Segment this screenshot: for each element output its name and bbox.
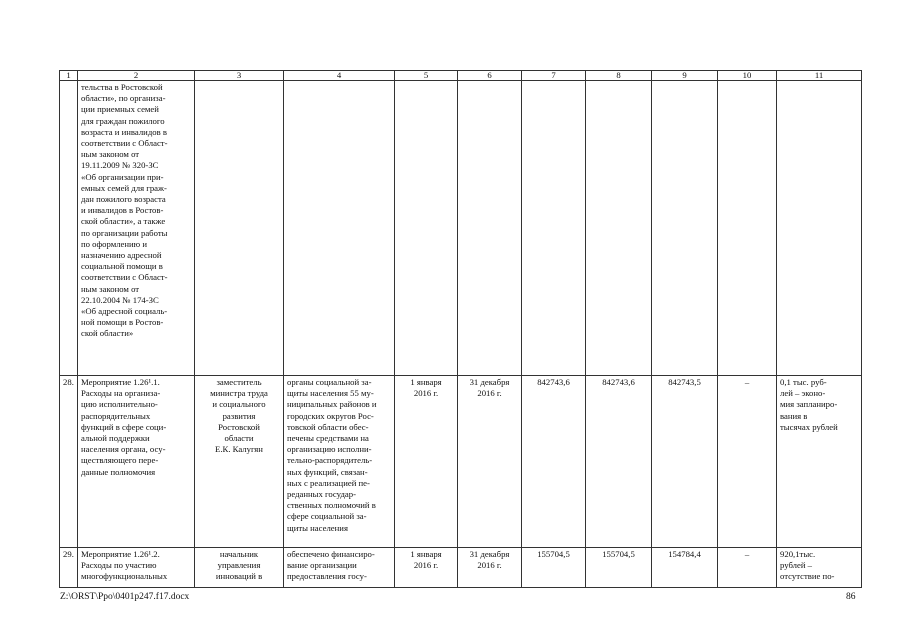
end-date-cell: 31 декабря 2016 г. [458,548,522,588]
end-date-cell [458,81,522,376]
expected-result-cell: органы социальной за- щиты населения 55 му- ниципальных районов и городских округов Рос- товской области обес- печены средствами на организацию исполни- тельно-распорядитель- ных функций, связан- ных с реализацией пе- реданных государ- ственных полномочий в сфере социальной за- щиты населения [284,376,395,548]
contracted-value-cell: – [718,548,777,588]
page-number: 86 [846,592,856,602]
column-number: 6 [458,71,522,81]
note-cell [777,81,862,376]
column-number: 7 [522,71,586,81]
table-row-28 [60,376,862,548]
start-date-cell [395,81,458,376]
planned-value-cell: 842743,6 [522,376,586,548]
column-number: 4 [284,71,395,81]
responsible-cell: заместитель министра труда и социального развития Ростовской области Е.К. Калугян [195,376,284,548]
measure-description-cell: тельства в Ростовской области», по организа- ции приемных семей для граждан пожилого возраста и инвалидов в соответствии с Област- ным законом от 19.11.2009 № 320-ЗС «Об организации при- емных семей для граж- дан пожилого возраста и инвалидов в Ростов- ской области», а также по организации работы по оформлению и назначению адресной социальной помощи в соответствии с Област- ным законом от 22.10.2004 № 174-ЗС «Об адресной социаль- ной помощи в Ростов- ской области» [78,81,195,376]
value-cell [586,81,652,376]
start-date-cell: 1 января 2016 г. [395,376,458,548]
value-cell [522,81,586,376]
responsible-cell [195,81,284,376]
note-cell: 0,1 тыс. руб- лей – эконо- мия запланиро- вания в тысячах рублей [777,376,862,548]
expected-result-cell [284,81,395,376]
column-number: 2 [78,71,195,81]
column-number: 10 [718,71,777,81]
report-table [59,70,862,588]
row-number-cell: 28. [60,376,78,548]
planned-value-cell: 155704,5 [522,548,586,588]
column-number: 3 [195,71,284,81]
allocated-value-cell: 155704,5 [586,548,652,588]
column-number-row [60,71,862,81]
column-number: 8 [586,71,652,81]
measure-description-cell: Мероприятие 1.26¹.2. Расходы по участию многофункциональных [78,548,195,588]
contracted-value-cell: – [718,376,777,548]
footer-file-path: Z:\ORST\Ppo\0401p247.f17.docx [60,592,190,602]
row-number-cell: 29. [60,548,78,588]
column-number: 5 [395,71,458,81]
start-date-cell: 1 января 2016 г. [395,548,458,588]
column-number: 11 [777,71,862,81]
row-number-cell [60,81,78,376]
measure-description-cell: Мероприятие 1.26¹.1. Расходы на организа- цию исполнительно- распорядительных функций в сфере соци- альной поддержки населения органа, осу- ществляющего пере- данные полномочия [78,376,195,548]
table-row-29 [60,548,862,588]
expected-result-cell: обеспечено финансиро- вание организации предоставления госу- [284,548,395,588]
table-row-continuation [60,81,862,376]
value-cell [652,81,718,376]
column-number: 1 [60,71,78,81]
value-cell [718,81,777,376]
actual-value-cell: 154784,4 [652,548,718,588]
end-date-cell: 31 декабря 2016 г. [458,376,522,548]
note-cell: 920,1тыс. рублей – отсутствие по- [777,548,862,588]
actual-value-cell: 842743,5 [652,376,718,548]
allocated-value-cell: 842743,6 [586,376,652,548]
responsible-cell: начальник управления инноваций в [195,548,284,588]
column-number: 9 [652,71,718,81]
